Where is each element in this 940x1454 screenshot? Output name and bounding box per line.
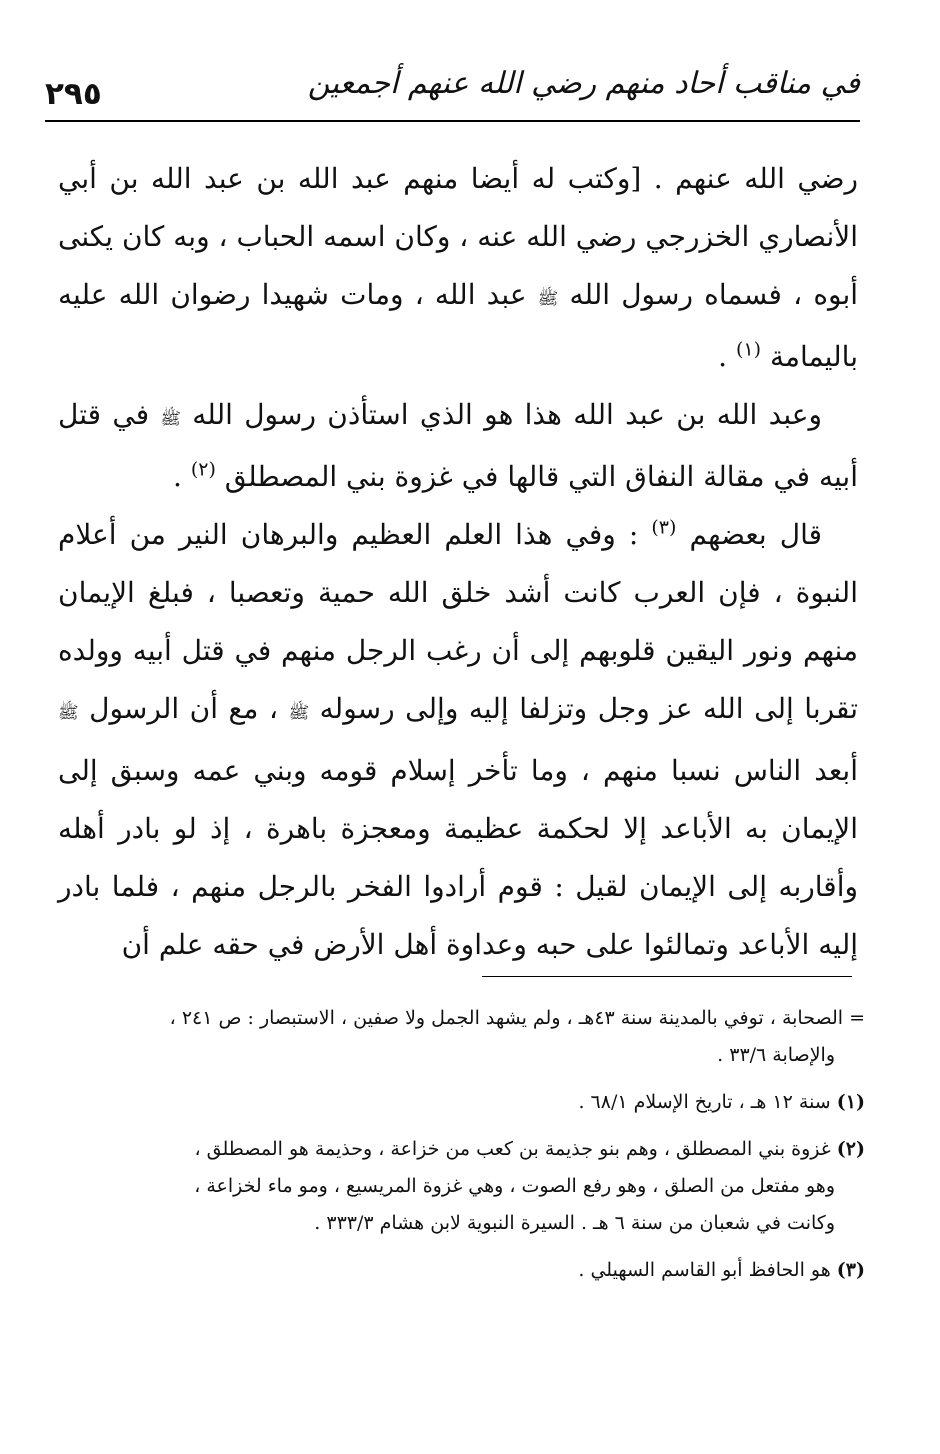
page-header — [45, 58, 860, 118]
footnote-1: (١) سنة ١٢ هـ ، تاريخ الإسلام ٦٨/١ . — [578, 1091, 865, 1113]
footnote-ref-2[interactable]: (٢) — [190, 458, 216, 481]
footnote-continuation: = الصحابة ، توفي بالمدينة سنة ٤٣هـ ، ولم يشهد الجمل ولا صفين ، الاستبصار : ص ٢٤١ ، والإصابة ٣٣/٦ . — [169, 1007, 865, 1066]
footnote-3: (٣) هو الحافظ أبو القاسم السهيلي . — [578, 1259, 865, 1281]
main-text — [58, 150, 858, 974]
paragraph-2: وعبد الله بن عبد الله هذا هو الذي استأذن رسول الله ﷺ في قتل أبيه في مقالة النفاق التي قالها في غزوة بني المصطلق $^{(٢)}$ . — [58, 398, 858, 493]
paragraph-3: قال بعضهم $^{(٣)}$ : وفي هذا العلم العظيم والبرهان النير من أعلام النبوة ، فإن العرب كانت أشد خلق الله حمية وتعصبا ، فبلغ الإيمان منهم ونور اليقين قلوبهم إلى أن رغب الرجل منهم في قتل أبيه وولده تقربا إلى الله عز وجل وتزلفا إليه وإلى رسوله ﷺ ، مع أن الرسول ﷺ أبعد الناس نسبا منهم ، وما تأخر إسلام قومه وبني عمه وسبق إلى الإيمان به الأباعد إلا لحكمة عظيمة ومعجزة باهرة ، إذ لو بادر أهله وأقاربه إلى الإيمان لقيل : قوم أرادوا الفخر بالرجل منهم ، فلما بادر إليه الأباعد وتمالئوا على حبه وعداوة أهل الأرض في حقه علم أن — [58, 516, 859, 961]
footnote-number: (٢) — [836, 1138, 865, 1160]
salawat-glyph: ﷺ — [160, 409, 181, 429]
header-rule — [45, 120, 860, 122]
page-number: ٢٩٥ — [45, 76, 102, 112]
salawat-glyph: ﷺ — [58, 703, 79, 723]
footnote-ref-3[interactable]: (٣) — [651, 516, 677, 539]
footnote-ref-1[interactable]: (١) — [735, 338, 762, 361]
footnote-number: (١) — [836, 1091, 865, 1113]
salawat-glyph: ﷺ — [288, 703, 310, 723]
paragraph-1: رضي الله عنهم . [وكتب له أيضا منهم عبد الله بن عبد الله بن أبي الأنصاري الخزرجي رضي الله عنه ، وكان اسمه الحباب ، وبه كان يكنى أبوه ، فسماه رسول الله ﷺ عبد الله ، ومات شهيدا رضوان الله عليه باليمامة $^{(١)}$ . — [58, 162, 859, 373]
footnote-2: (٢) غزوة بني المصطلق ، وهم بنو جذيمة بن كعب من خزاعة ، وحذيمة هو المصطلق ، وهو مفتعل من الصلق ، وهو رفع الصوت ، وهي غزوة المريسيع ، ومو ماء لخزاعة ، وكانت في شعبان من سنة ٦ هـ . السيرة النبوية لابن هشام ٣٣٣/٣ . — [194, 1138, 865, 1234]
salawat-glyph: ﷺ — [537, 289, 559, 309]
footnote-rule — [482, 976, 852, 977]
footnotes — [55, 1000, 865, 1299]
running-head: في مناقب أحاد منهم رضي الله عنهم أجمعين — [307, 66, 860, 101]
footnote-number: (٣) — [836, 1259, 865, 1281]
